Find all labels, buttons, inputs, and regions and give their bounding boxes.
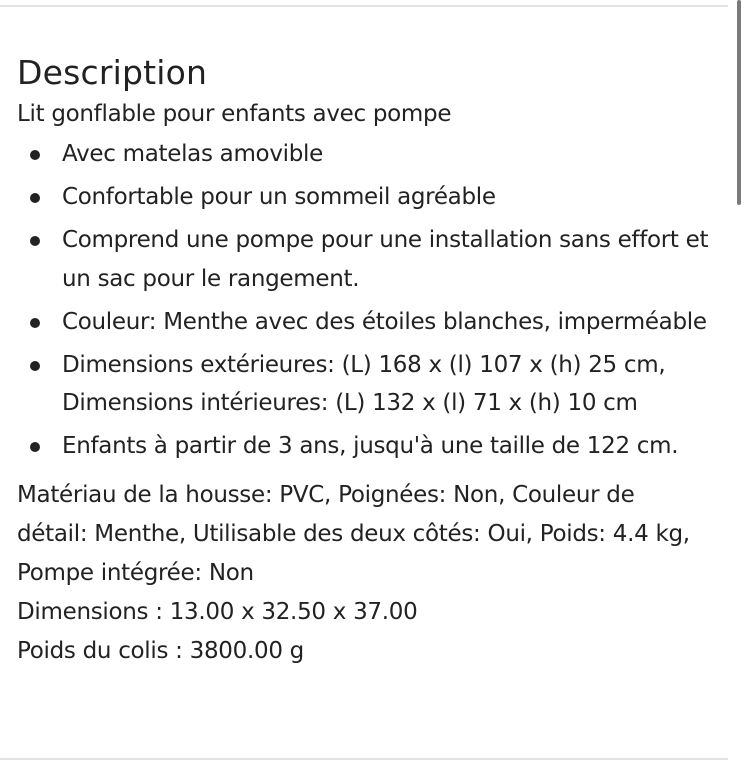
feature-text: Couleur: Menthe avec des étoiles blanches, imperméable [62, 308, 707, 335]
feature-text: Comprend une pompe pour une installation sans effort et un sac pour le rangement. [62, 227, 709, 292]
scrollbar-thumb[interactable] [737, 0, 741, 205]
feature-item [17, 303, 717, 342]
feature-item [17, 221, 717, 298]
package-weight-text: Poids du colis : 3800.00 g [17, 637, 304, 664]
bottom-divider [0, 758, 728, 760]
bullet-icon [30, 236, 40, 246]
feature-item [17, 427, 717, 466]
feature-text: Dimensions extérieures: (L) 168 x (l) 107 x (h) 25 cm, Dimensions intérieures: (L) 132 x (l) 71 x (h) 10 cm [62, 351, 666, 416]
feature-list [17, 135, 717, 466]
feature-text: Enfants à partir de 3 ans, jusqu'à une taille de 122 cm. [62, 433, 679, 459]
feature-item [17, 178, 717, 217]
top-divider [0, 5, 728, 7]
bullet-icon [30, 442, 40, 452]
bullet-icon [30, 193, 40, 203]
dimensions-text: Dimensions : 13.00 x 32.50 x 37.00 [17, 598, 418, 625]
feature-item [17, 135, 717, 174]
bullet-icon [30, 318, 40, 328]
bullet-icon [30, 150, 40, 160]
bullet-icon [30, 361, 40, 371]
material-specs: Matériau de la housse: PVC, Poignées: Non, Couleur de détail: Menthe, Utilisable des deux côtés: Oui, Poids: 4.4 kg, Pompe intégrée: Non [17, 481, 690, 586]
scrollbar[interactable] [734, 0, 744, 768]
description-section [17, 50, 717, 671]
section-title: Description [17, 53, 208, 92]
feature-item [17, 346, 717, 423]
product-subtitle: Lit gonflable pour enfants avec pompe [17, 101, 452, 127]
feature-text: Confortable pour un sommeil agréable [62, 184, 496, 210]
feature-text: Avec matelas amovible [62, 141, 323, 167]
